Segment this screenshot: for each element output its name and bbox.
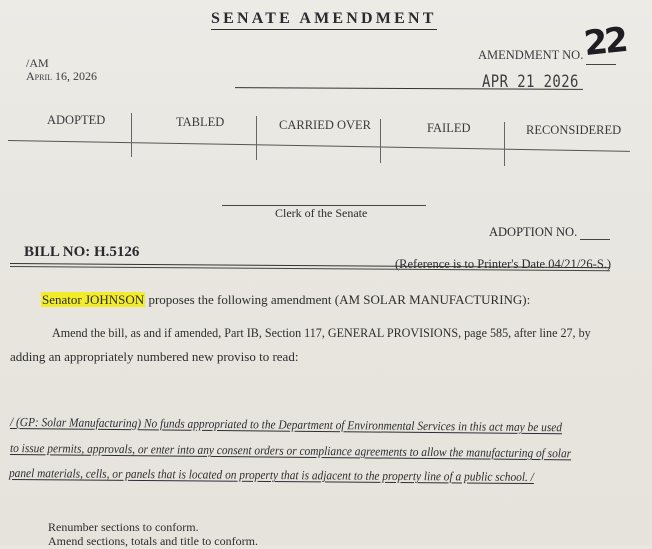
amendment-date: April 16, 2026 <box>26 69 98 83</box>
intro-text: proposes the following amendment (AM SOLAR MANUFACTURING): <box>148 292 531 307</box>
conform-instruction: Amend sections, totals and title to conform. <box>48 534 258 548</box>
bill-number: BILL NO: H.5126 <box>24 244 140 260</box>
clerk-label: Clerk of the Senate <box>275 206 368 220</box>
status-divider <box>131 113 132 157</box>
status-divider <box>380 119 381 163</box>
renumber-instruction: Renumber sections to conform. <box>48 520 199 534</box>
status-divider <box>256 116 257 160</box>
proviso-line-3: panel materials, cells, or panels that is located on property that is adjacent to the property line of a public school. / <box>8 466 534 485</box>
status-row-line <box>8 140 630 152</box>
proviso-line-2: to issue permits, approvals, or enter into any consent orders or compliance agreements to allow the manufacturing of solar <box>9 441 572 461</box>
highlighted-sponsor: Senator JOHNSON <box>42 292 145 307</box>
status-adopted: ADOPTED <box>47 113 106 127</box>
amendment-intro <box>41 292 530 308</box>
amendment-number-label: AMENDMENT NO. <box>478 48 584 62</box>
proviso-line-1: / (GP: Solar Manufacturing) No funds appropriated to the Department of Environmental Services in this act may be used <box>9 415 563 435</box>
amendment-code: /AM <box>26 56 49 70</box>
instruction-line-2: adding an appropriately numbered new proviso to read: <box>10 349 299 364</box>
status-failed: FAILED <box>427 121 471 135</box>
instruction-line-1: Amend the bill, as and if amended, Part IB, Section 117, GENERAL PROVISIONS, page 585, after line 27, by <box>52 325 591 340</box>
document-title: SENATE AMENDMENT <box>211 10 437 30</box>
status-tabled: TABLED <box>176 115 225 129</box>
received-date-stamp: APR 21 2026 <box>482 72 579 92</box>
status-reconsidered: RECONSIDERED <box>526 123 622 137</box>
amendment-number-handwritten: 22 <box>582 19 628 65</box>
adoption-number-line <box>580 239 610 240</box>
adoption-number-label: ADOPTION NO. <box>489 225 578 239</box>
status-divider <box>504 122 505 166</box>
status-carried-over: CARRIED OVER <box>279 118 372 132</box>
amendment-number-line <box>586 64 616 65</box>
printer-date-reference: (Reference is to Printer's Date 04/21/26-S.) <box>395 257 612 271</box>
